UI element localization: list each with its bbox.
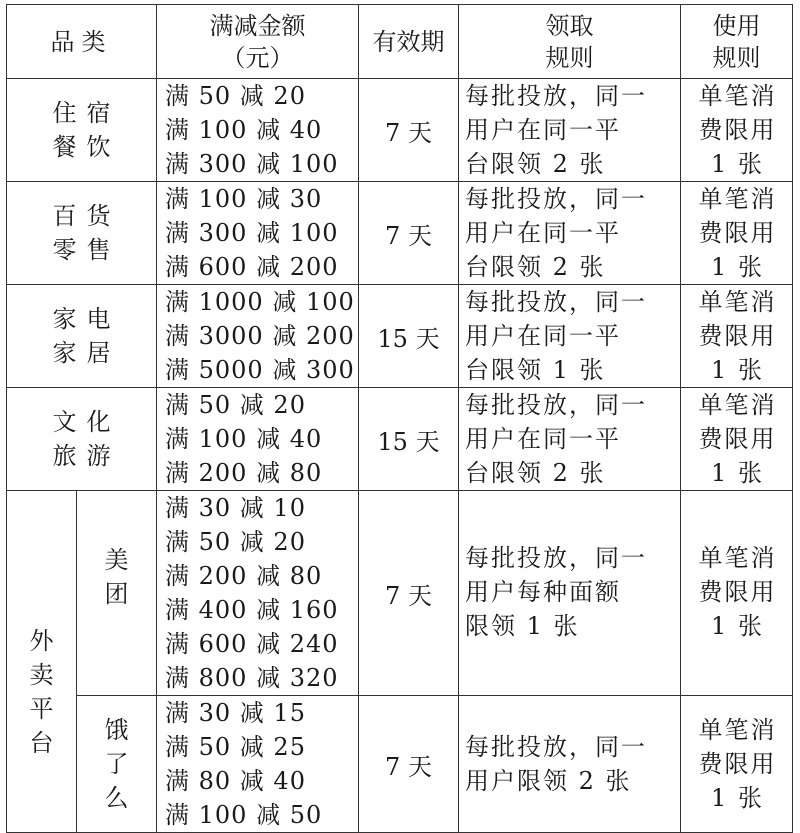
category-cell: 家电 家居 xyxy=(7,285,157,388)
coupon-table xyxy=(6,4,793,833)
use-rule-cell: 单笔消 费限用 1 张 xyxy=(681,491,793,696)
validity-cell: 15 天 xyxy=(359,285,459,388)
claim-rule-cell: 每批投放，同一 用户在同一平 台限领 2 张 xyxy=(459,79,681,182)
claim-rule-cell: 每批投放，同一 用户限领 2 张 xyxy=(459,696,681,833)
use-rule-cell: 单笔消 费限用 1 张 xyxy=(681,388,793,491)
table-row xyxy=(7,388,793,491)
use-rule-cell: 单笔消 费限用 1 张 xyxy=(681,79,793,182)
use-rule-cell: 单笔消 费限用 1 张 xyxy=(681,696,793,833)
category-cell: 文化 旅游 xyxy=(7,388,157,491)
table-row xyxy=(7,182,793,285)
header-amount: 满减金额 （元） xyxy=(157,5,359,79)
table-row xyxy=(7,491,793,696)
header-use-rule: 使用 规则 xyxy=(681,5,793,79)
claim-rule-cell: 每批投放，同一 用户每种面额 限领 1 张 xyxy=(459,491,681,696)
use-rule-cell: 单笔消 费限用 1 张 xyxy=(681,285,793,388)
amount-cell: 满 100 减 30 满 300 减 100 满 600 减 200 xyxy=(157,182,359,285)
amount-cell: 满 50 减 20 满 100 减 40 满 200 减 80 xyxy=(157,388,359,491)
use-rule-cell: 单笔消 费限用 1 张 xyxy=(681,182,793,285)
amount-cell: 满 30 减 15 满 50 减 25 满 80 减 40 满 100 减 50 xyxy=(157,696,359,833)
header-validity: 有效期 xyxy=(359,5,459,79)
validity-cell: 15 天 xyxy=(359,388,459,491)
header-row xyxy=(7,5,793,79)
category-cell: 百货 零售 xyxy=(7,182,157,285)
table-row xyxy=(7,285,793,388)
subcategory-cell: 饿 了 么 xyxy=(77,696,157,833)
subcategory-cell: 美 团 xyxy=(77,491,157,696)
amount-cell: 满 50 减 20 满 100 减 40 满 300 减 100 xyxy=(157,79,359,182)
header-category: 品类 xyxy=(7,5,157,79)
claim-rule-cell: 每批投放，同一 用户在同一平 台限领 2 张 xyxy=(459,182,681,285)
claim-rule-cell: 每批投放，同一 用户在同一平 台限领 2 张 xyxy=(459,388,681,491)
category-cell: 住宿 餐饮 xyxy=(7,79,157,182)
table-row xyxy=(7,79,793,182)
table-row xyxy=(7,696,793,833)
validity-cell: 7 天 xyxy=(359,182,459,285)
amount-cell: 满 30 减 10 满 50 减 20 满 200 减 80 满 400 减 160 满 600 减 240 满 800 减 320 xyxy=(157,491,359,696)
category-group-cell: 外 卖 平 台 xyxy=(7,491,77,833)
claim-rule-cell: 每批投放，同一 用户在同一平 台限领 1 张 xyxy=(459,285,681,388)
validity-cell: 7 天 xyxy=(359,79,459,182)
amount-cell: 满 1000 减 100 满 3000 减 200 满 5000 减 300 xyxy=(157,285,359,388)
validity-cell: 7 天 xyxy=(359,696,459,833)
validity-cell: 7 天 xyxy=(359,491,459,696)
header-claim-rule: 领取 规则 xyxy=(459,5,681,79)
